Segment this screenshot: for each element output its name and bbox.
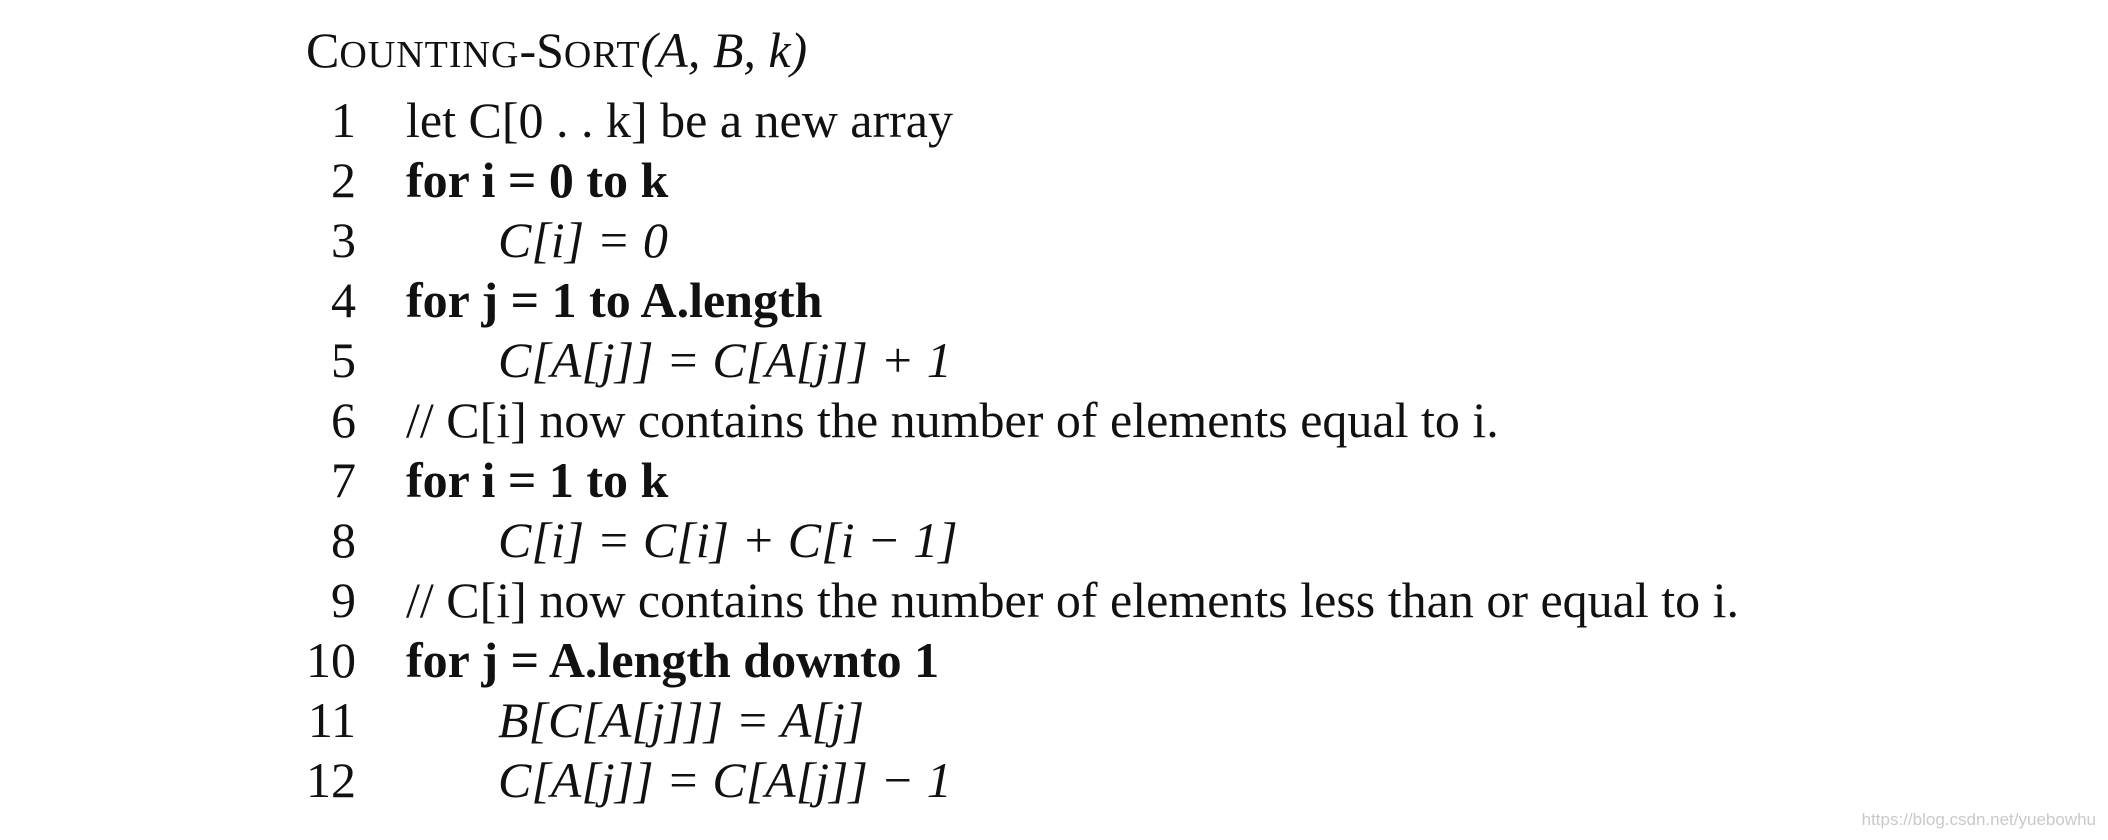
algorithm-title bbox=[306, 20, 807, 82]
code-line bbox=[306, 630, 940, 690]
line-text: B[C[A[j]]] = A[j] bbox=[498, 692, 865, 748]
code-line bbox=[306, 570, 1740, 630]
line-text: C[i] = C[i] + C[i − 1] bbox=[498, 512, 958, 568]
line-number: 1 bbox=[331, 92, 356, 148]
line-text: for j = A.length downto 1 bbox=[406, 632, 940, 688]
line-text: for i = 1 to k bbox=[406, 452, 669, 508]
title-small-caps-2: ORT bbox=[563, 34, 641, 76]
pseudocode-block bbox=[306, 20, 1740, 810]
line-text: for j = 1 to A.length bbox=[406, 272, 823, 328]
code-line bbox=[306, 270, 823, 330]
watermark-url: https://blog.csdn.net/yuebowhu bbox=[1861, 810, 2096, 829]
code-line bbox=[306, 390, 1499, 450]
line-number: 3 bbox=[331, 212, 356, 268]
code-line bbox=[306, 690, 865, 750]
comment-line-text: // C[i] now contains the number of elements less than or equal to i. bbox=[406, 572, 1740, 628]
line-text: for i = 0 to k bbox=[406, 152, 669, 208]
line-number: 11 bbox=[307, 692, 356, 748]
line-number: 2 bbox=[331, 152, 356, 208]
comment-line-text: // C[i] now contains the number of elements equal to i. bbox=[406, 392, 1499, 448]
code-line bbox=[306, 90, 953, 150]
line-number: 12 bbox=[306, 752, 356, 808]
line-text: C[i] = 0 bbox=[498, 212, 668, 268]
line-text: C[A[j]] = C[A[j]] + 1 bbox=[498, 332, 952, 388]
code-lines bbox=[306, 90, 1740, 810]
line-number: 6 bbox=[331, 392, 356, 448]
code-line bbox=[306, 330, 952, 390]
line-number: 5 bbox=[331, 332, 356, 388]
line-number: 9 bbox=[331, 572, 356, 628]
line-number: 10 bbox=[306, 632, 356, 688]
title-initial-c: C bbox=[306, 22, 340, 78]
code-line bbox=[306, 150, 807, 210]
title-small-caps-1: OUNTING bbox=[339, 34, 520, 76]
code-line bbox=[306, 450, 807, 510]
title-dash: - bbox=[519, 22, 537, 78]
line-text: C[A[j]] = C[A[j]] − 1 bbox=[498, 752, 952, 808]
algorithm-params: (A, B, k) bbox=[640, 22, 808, 78]
title-initial-s: S bbox=[536, 22, 564, 78]
code-line bbox=[306, 210, 807, 270]
line-text: let C[0 . . k] be a new array bbox=[406, 92, 953, 148]
code-line bbox=[306, 510, 958, 570]
line-number: 7 bbox=[331, 452, 356, 508]
code-line bbox=[306, 750, 952, 810]
line-number: 4 bbox=[331, 272, 356, 328]
line-number: 8 bbox=[331, 512, 356, 568]
